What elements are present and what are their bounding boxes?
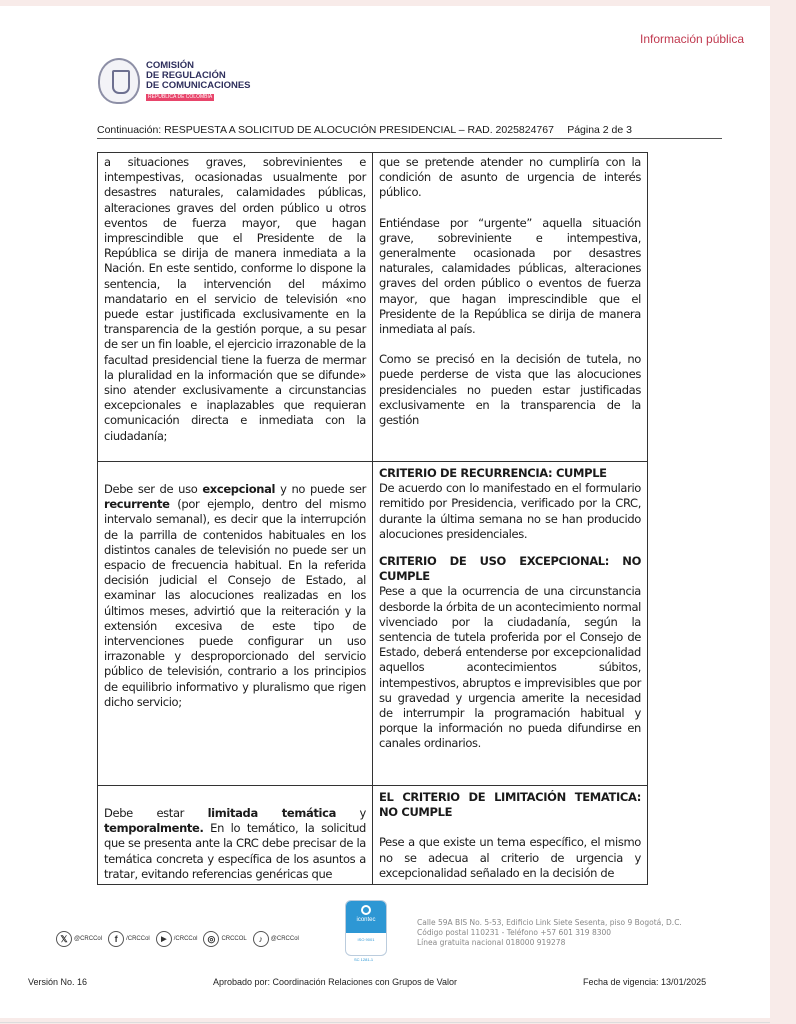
- cert-standard: ISO 9001: [357, 937, 375, 942]
- table-row: [98, 462, 648, 786]
- bold-term: excepcional: [202, 482, 276, 496]
- icontec-certification-badge: [345, 900, 387, 956]
- social-links: [56, 931, 299, 947]
- social-handle: /CRCCol: [173, 936, 198, 942]
- logo-line2: DE REGULACIÓN: [146, 70, 226, 81]
- text-run: y: [336, 806, 366, 820]
- criterion-heading: CRITERIO DE RECURRENCIA: CUMPLE: [379, 466, 607, 480]
- text-run: Debe estar: [104, 806, 208, 820]
- classification-label: Información pública: [640, 32, 745, 46]
- validity-date: Fecha de vigencia: 13/01/2025: [583, 977, 707, 987]
- text-run: En lo temático, la solicitud que se presenta ante la CRC debe precisar de la temática concreta y específica de los asuntos a tratar, evitando referencias genéricas que: [104, 821, 366, 881]
- document-footer: [28, 977, 728, 987]
- social-handle: /CRCCol: [126, 936, 150, 942]
- cell-paragraph: que se pretende atender no cumpliría con la condición de asunto de urgencia de interés público.: [379, 155, 641, 200]
- table-row: [98, 786, 648, 885]
- x-icon: 𝕏: [56, 931, 72, 947]
- table-cell-requirement: [98, 786, 373, 885]
- header-title: Continuación: RESPUESTA A SOLICITUD DE ALOCUCIÓN PRESIDENCIAL – RAD. 2025824767: [97, 124, 554, 136]
- tiktok-icon: ♪: [253, 931, 269, 947]
- social-youtube[interactable]: [156, 931, 198, 947]
- social-instagram[interactable]: [203, 931, 246, 947]
- cell-paragraph: [104, 482, 366, 710]
- bold-term: limitada temática: [207, 806, 336, 820]
- bold-term: recurrente: [104, 497, 170, 512]
- running-header: [97, 124, 722, 139]
- address-toll-free: Línea gratuita nacional 018000 919278: [417, 938, 566, 947]
- cert-code: SC 1281-1: [354, 957, 374, 962]
- social-x[interactable]: [56, 931, 102, 947]
- youtube-icon: ▶: [156, 931, 172, 947]
- social-tiktok[interactable]: [253, 931, 299, 947]
- approved-by: Aprobado por: Coordinación Relaciones con Grupos de Valor: [213, 977, 457, 987]
- cell-paragraph: Pese a que existe un tema específico, el mismo no se adecua al criterio de urgencia y excepcionalidad señalado en la decisión de: [379, 835, 641, 880]
- text-run: y no puede ser: [275, 482, 366, 496]
- cell-paragraph: a situaciones graves, sobrevinientes e intempestivas, ocasionadas usualmente por desastres naturales, calamidades públicas, alteraciones graves del orden público u otros eventos de fuerza mayor, que hagan imprescindible que el Presidente de la República se dirija de manera inmediata a la Nación. En este sentido, conforme lo dispone la sentencia, la intervención del máximo mandatario en el servicio de televisión «no puede estar justificada exclusivamente en la transparencia de la gestión porque, a su pesar de ser un fin loable, el ejercicio irrazonable de la facultad presidencial tiene la fuerza de mermar la pluralidad en la información que se difunde» sino atender exclusivamente a circunstancias excepcionales e inaplazables que requieran comunicación directa e inmediata con la ciudadanía;: [104, 155, 366, 443]
- table-row: [98, 153, 648, 462]
- contact-address: [417, 918, 682, 948]
- icontec-logo-icon: [361, 905, 371, 915]
- social-handle: CRCCOL: [221, 936, 247, 942]
- instagram-icon: ◎: [203, 931, 219, 947]
- cert-brand: icontec: [356, 917, 376, 923]
- table-cell-requirement: [98, 462, 373, 786]
- facebook-icon: f: [108, 931, 124, 947]
- table-cell-requirement: [98, 153, 373, 462]
- table-cell-evaluation: [373, 153, 648, 462]
- cell-paragraph: Entiéndase por “urgente” aquella situación grave, sobreviniente e intempestiva, generalmente ocasionada por desastres naturales, calamidades públicas, alteraciones graves del orden público o eventos de fuerza mayor, que hagan imprescindible que el Presidente de la República se dirija de manera inmediata al país.: [379, 215, 641, 337]
- logo-line1: COMISIÓN: [146, 60, 195, 71]
- coat-of-arms-icon: [98, 58, 140, 104]
- text-run: Debe ser de uso: [104, 482, 203, 496]
- social-handle: @CRCCol: [270, 936, 299, 942]
- logo-line3: DE COMUNICACIONES: [146, 80, 251, 91]
- social-handle: @CRCCol: [74, 936, 103, 942]
- page-edge: [0, 1022, 770, 1023]
- document-page: [0, 6, 770, 1018]
- version-number: Versión No. 16: [28, 977, 88, 987]
- page-number: Página 2 de 3: [567, 124, 632, 136]
- cell-paragraph: [104, 806, 366, 882]
- table-cell-evaluation: [373, 786, 648, 885]
- cell-paragraph: Como se precisó en la decisión de tutela, no puede perderse de vista que las alocuciones presidenciales no pueden estar justificadas exclusivamente en la transparencia de la gestión: [379, 352, 641, 428]
- table-cell-evaluation: [373, 462, 648, 786]
- cell-paragraph: Pese a que la ocurrencia de una circunstancia desborde la órbita de un acontecimiento normal vivenciado por la ciudadanía, según la sentencia de tutela proferida por el Consejo de Estado, deberá entenderse por excepcionalidad aquellos acontecimientos súbitos, intempestivos, abruptos e imprevisibles que por su gravedad y urgencia amerite la necesidad de interrumpir la programación habitual y porque la información no pueda difundirse en canales ordinarios.: [379, 584, 641, 751]
- logo-tagline: REPÚBLICA DE COLOMBIA: [148, 94, 213, 100]
- criterion-heading: EL CRITERIO DE LIMITACIÓN TEMATICA: NO CUMPLE: [379, 790, 641, 820]
- text-run: (por ejemplo, dentro del mismo intervalo semanal), es decir que la interrupción de la parrilla de contenidos habituales en los distintos canales de televisión no puede ser un espacio de frecuencia habitual. En la referida decisión judicial el Consejo de Estado, al examinar las alocuciones realizadas en los últimos meses, advirtió que la reiteración y la extensión excesiva de este tipo de intervenciones puede configurar un uso irrazonable y desproporcionado del servicio público de televisión, contrario a los principios de equilibrio informativo y pluralismo que rigen dicho servicio;: [104, 497, 366, 709]
- social-facebook[interactable]: [108, 931, 150, 947]
- address-line: Calle 59A BIS No. 5-53, Edificio Link Siete Sesenta, piso 9 Bogotá, D.C.: [417, 918, 682, 927]
- crc-logo: [98, 58, 251, 104]
- bold-term: temporalmente.: [104, 821, 204, 836]
- address-phone: Código postal 110231 - Teléfono +57 601 319 8300: [417, 928, 612, 937]
- criterion-heading: CRITERIO DE USO EXCEPCIONAL: NO CUMPLE: [379, 554, 641, 584]
- cell-paragraph: De acuerdo con lo manifestado en el formulario remitido por Presidencia, verificado por la CRC, durante la última semana no se han producido alocuciones presidenciales.: [379, 481, 641, 541]
- criteria-table: [97, 152, 648, 885]
